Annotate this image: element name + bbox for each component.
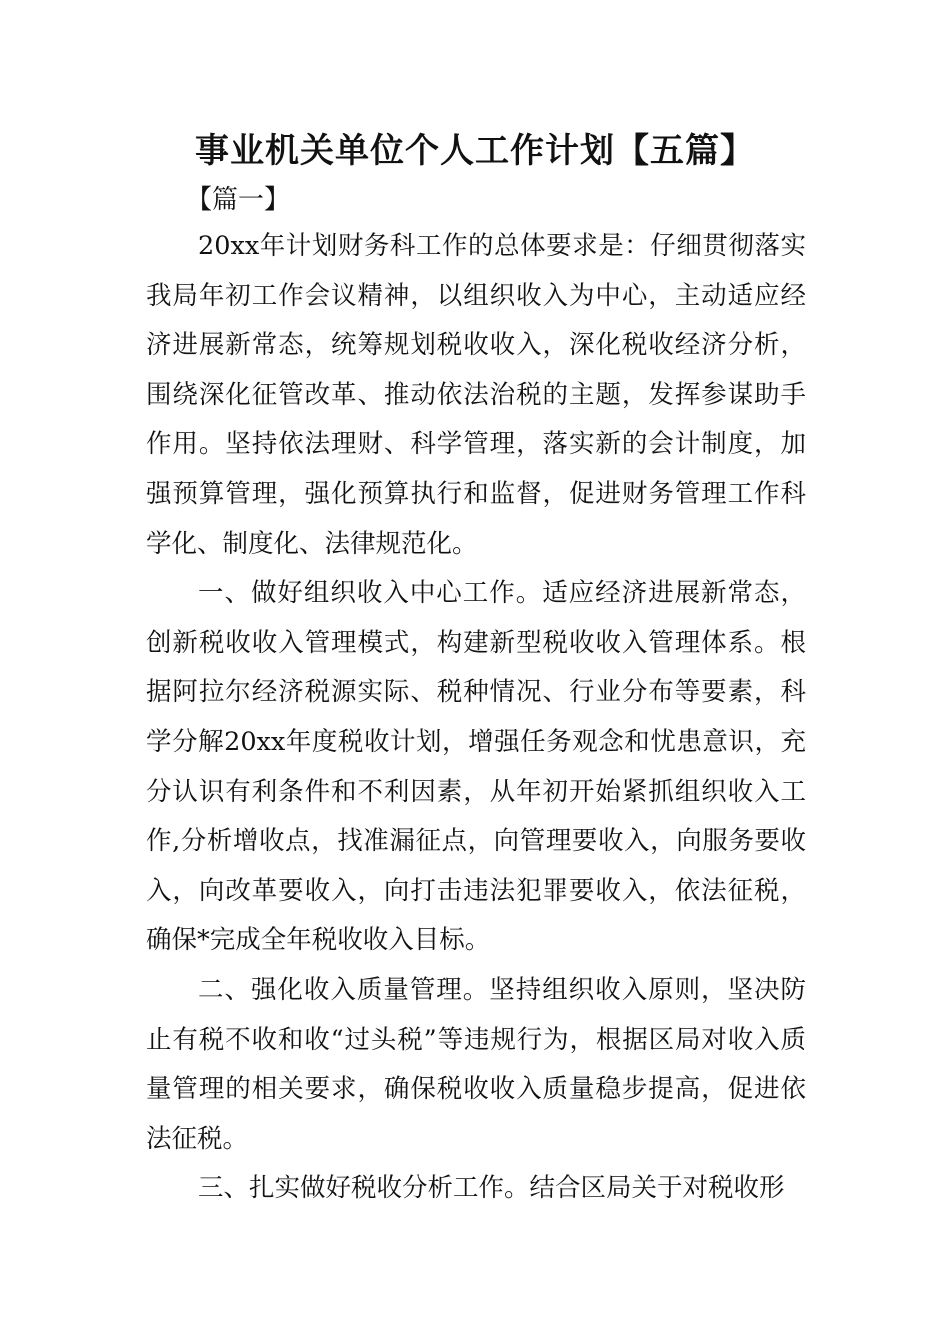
paragraph-item-3: 三、扎实做好税收分析工作。结合区局关于对税收形 bbox=[198, 1173, 785, 1204]
paragraph-intro: 20xx年计划财务科工作的总体要求是：仔细贯彻落实我局年初工作会议精神，以组织收入为中心，主动适应经济进展新常态，统筹规划税收收入，深化税收经济分析，围绕深化征管改革、推动依法治税的主题，发挥参谋助手作用。坚持依法理财、科学管理，落实新的会计制度，加强预算管理，强化预算执行和监督，促进财务管理工作科学化、制度化、法律规范化。 bbox=[146, 231, 806, 559]
document-title: 事业机关单位个人工作计划【五篇】 bbox=[195, 131, 755, 171]
paragraph-item-1: 一、做好组织收入中心工作。适应经济进展新常态，创新税收收入管理模式，构建新型税收收入管理体系。根据阿拉尔经济税源实际、税种情况、行业分布等要素，科学分解20xx年度税收计划，增强任务观念和忧患意识，充分认识有利条件和不利因素，从年初开始紧抓组织收入工作,分析增收点，找准漏征点，向管理要收入，向服务要收入，向改革要收入，向打击违法犯罪要收入，依法征税，确保*完成全年税收收入目标。 bbox=[146, 578, 806, 956]
paragraph-item-2: 二、强化收入质量管理。坚持组织收入原则，坚决防止有税不收和收“过头税”等违规行为，根据区局对收入质量管理的相关要求，确保税收收入质量稳步提高，促进依法征税。 bbox=[146, 974, 806, 1154]
document-body bbox=[146, 222, 806, 1214]
section-heading: 【篇一】 bbox=[186, 185, 291, 215]
